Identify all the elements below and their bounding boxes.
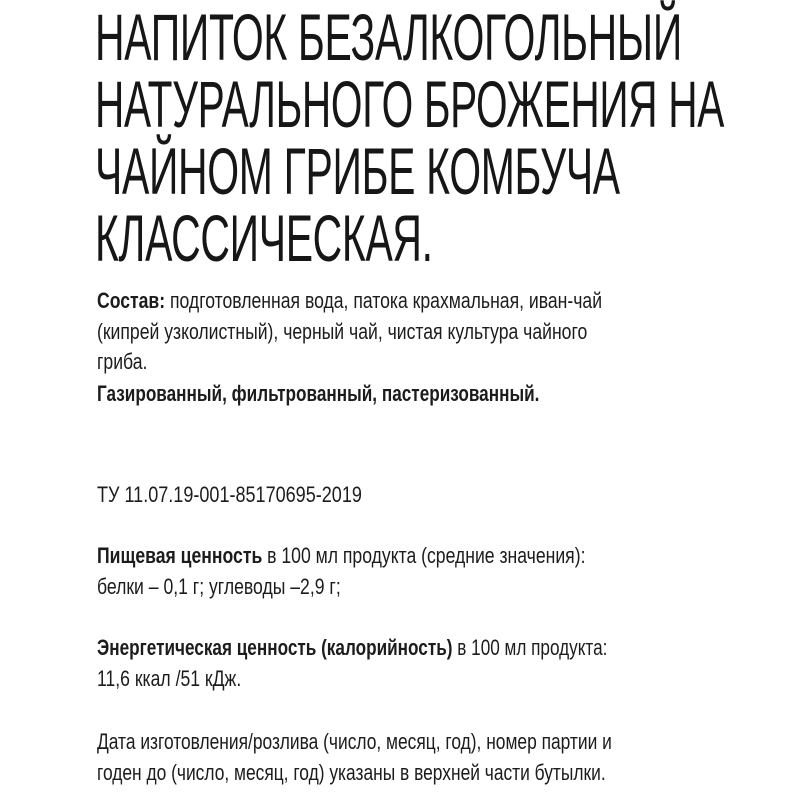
product-title-line-4: КЛАССИЧЕСКАЯ. [95, 201, 433, 275]
composition-line-2: (кипрей узколистный), черный чай, чистая культура чайного [97, 319, 588, 344]
nutrition-label-rest: в 100 мл продукта (средние значения): [262, 543, 586, 568]
technical-standard: ТУ 11.07.19-001-85170695-2019 [97, 482, 362, 507]
dates-note-line-2: годен до (число, месяц, год) указаны в верхней части бутылки. [97, 760, 606, 785]
product-title-line-1: НАПИТОК БЕЗАЛКОГОЛЬНЫЙ [95, 0, 682, 74]
composition-line-1 [97, 288, 602, 314]
nutrition-values: белки – 0,1 г; углеводы –2,9 г; [97, 574, 341, 599]
energy-label-rest: в 100 мл продукта: [452, 635, 608, 660]
composition-line-3: гриба. [97, 349, 148, 374]
energy-heading [97, 635, 607, 661]
processing-note: Газированный, фильтрованный, пастеризованный. [97, 381, 540, 406]
energy-values: 11,6 ккал /51 кДж. [97, 666, 242, 691]
dates-note-line-1: Дата изготовления/розлива (число, месяц, год), номер партии и [97, 729, 612, 754]
composition-label: Состав: [97, 288, 166, 313]
nutrition-label: Пищевая ценность [97, 543, 263, 568]
product-title-line-3: ЧАЙНОМ ГРИБЕ КОМБУЧА [95, 134, 620, 208]
composition-text: подготовленная вода, патока крахмальная, иван-чай [165, 288, 603, 313]
product-title-line-2: НАТУРАЛЬНОГО БРОЖЕНИЯ НА [95, 67, 724, 141]
energy-label: Энергетическая ценность (калорийность) [97, 635, 453, 660]
nutrition-heading [97, 543, 585, 569]
